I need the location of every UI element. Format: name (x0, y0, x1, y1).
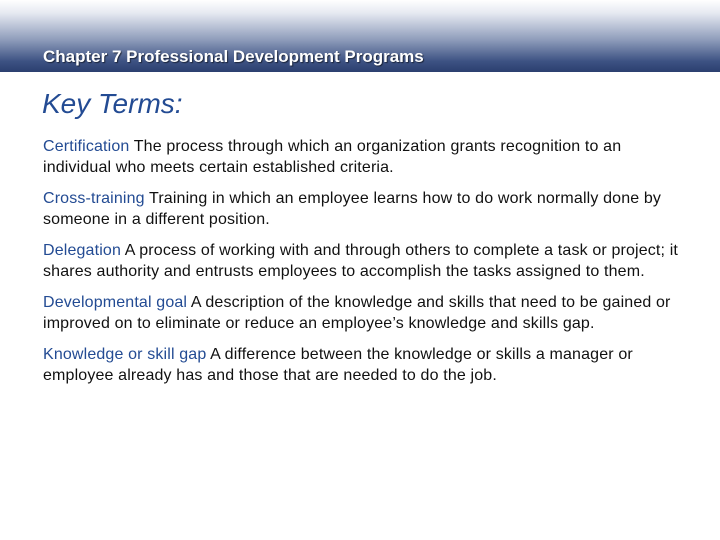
key-terms-list (43, 136, 683, 396)
term-name: Delegation (43, 242, 121, 259)
header-banner (0, 0, 720, 72)
term-name: Knowledge or skill gap (43, 346, 207, 363)
term-definition: A process of working with and through others to complete a task or project; it shares authority and entrusts employees to accomplish the tasks assigned to them. (43, 242, 679, 280)
term-definition: A description of the knowledge and skills that need to be gained or improved on to eliminate or reduce an employee’s knowledge and skills gap. (43, 294, 671, 332)
term-name: Cross-training (43, 190, 145, 207)
slide-title: Key Terms: (42, 88, 183, 119)
term-definition: A difference between the knowledge or skills a manager or employee already has and those that are needed to do the job. (43, 346, 633, 384)
term-definition: The process through which an organization grants recognition to an individual who meets certain established criteria. (43, 138, 622, 176)
term-knowledge-or-skill-gap (43, 344, 683, 386)
term-certification (43, 136, 683, 178)
term-name: Certification (43, 138, 130, 155)
term-name: Developmental goal (43, 294, 188, 311)
term-cross-training (43, 188, 683, 230)
chapter-title: Chapter 7 Professional Development Programs (43, 47, 424, 66)
term-developmental-goal (43, 292, 683, 334)
term-delegation (43, 240, 683, 282)
term-definition: Training in which an employee learns how to do work normally done by someone in a different position. (43, 190, 662, 228)
